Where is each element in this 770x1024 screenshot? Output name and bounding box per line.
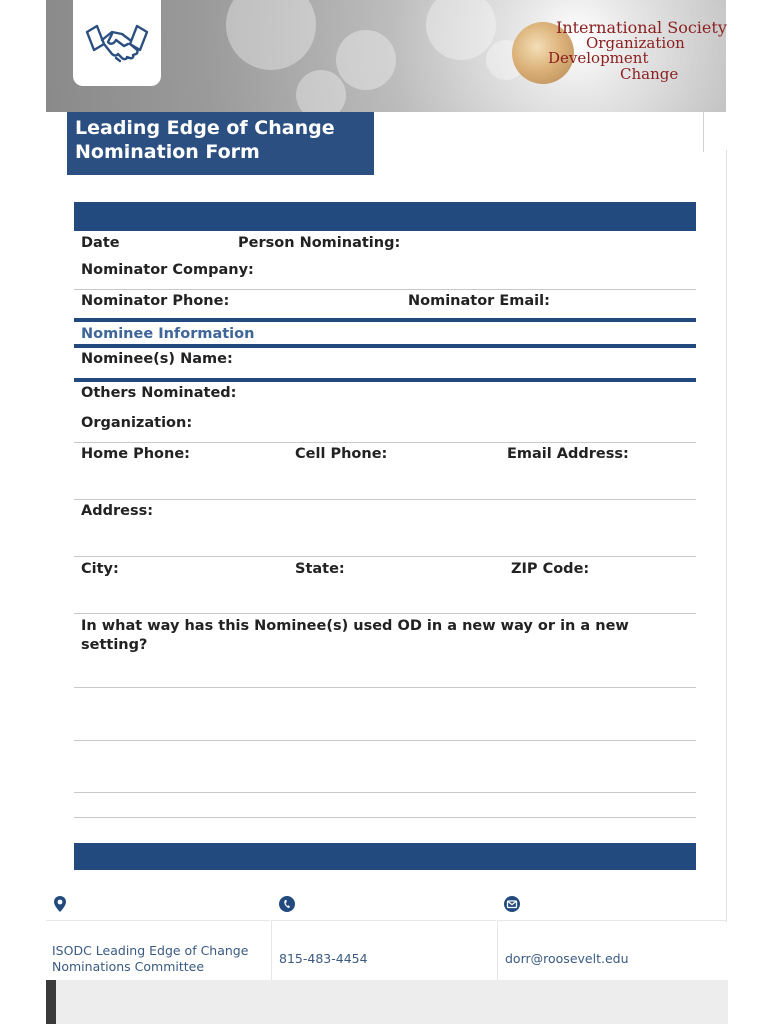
org-line-1: International Society [556, 18, 727, 37]
address-label: Address: [81, 503, 154, 519]
person-nominating-label: Person Nominating: [238, 235, 401, 251]
answer-line [74, 687, 696, 688]
state-label: State: [295, 561, 345, 577]
footer-divider [497, 920, 498, 980]
date-label: Date [81, 235, 120, 251]
org-line-4: Change [620, 65, 679, 83]
org-line-3: Development [548, 49, 649, 67]
isodc-logo [512, 18, 727, 88]
bottom-strip [46, 980, 728, 1024]
field-divider [74, 499, 696, 500]
footer-address [52, 943, 248, 975]
nominator-phone-label: Nominator Phone: [81, 293, 230, 309]
field-divider [74, 556, 696, 557]
footer-divider [271, 920, 272, 980]
section-divider [74, 344, 696, 348]
footer-email[interactable]: dorr@roosevelt.edu [505, 951, 629, 966]
title-line-2: Nomination Form [75, 141, 260, 163]
answer-line [74, 740, 696, 741]
nominator-company-label: Nominator Company: [81, 262, 254, 278]
section-divider [74, 378, 696, 382]
answer-line [74, 792, 696, 793]
section-header-bar [74, 202, 696, 231]
nominator-email-label: Nominator Email: [408, 293, 550, 309]
others-nominated-label: Others Nominated: [81, 385, 237, 401]
page-border [726, 150, 727, 922]
phone-icon [278, 895, 296, 913]
city-label: City: [81, 561, 119, 577]
footer-address-line-2: Nominations Committee [52, 959, 205, 974]
footer-bar [74, 843, 696, 870]
mail-icon [503, 895, 521, 913]
footer-phone: 815-483-4454 [279, 951, 368, 966]
divider [703, 112, 704, 152]
zip-code-label: ZIP Code: [511, 561, 590, 577]
nominee-section-title: Nominee Information [81, 326, 255, 342]
section-divider [74, 318, 696, 322]
bottom-edge [46, 980, 56, 1024]
handshake-icon [84, 20, 150, 66]
od-question-label: In what way has this Nominee(s) used OD in a new way or in a new setting? [81, 618, 629, 653]
footer-divider [46, 920, 270, 921]
footer-divider [498, 920, 726, 921]
footer-address-line-1: ISODC Leading Edge of Change [52, 943, 249, 958]
field-divider [74, 613, 696, 614]
handshake-logo [73, 0, 161, 86]
page-margin [0, 0, 46, 1024]
form-title [67, 112, 374, 175]
title-line-1: Leading Edge of Change [75, 117, 335, 139]
location-pin-icon [51, 895, 69, 913]
footer-divider [272, 920, 496, 921]
field-divider [74, 289, 696, 290]
home-phone-label: Home Phone: [81, 446, 190, 462]
organization-label: Organization: [81, 415, 193, 431]
cell-phone-label: Cell Phone: [295, 446, 388, 462]
email-address-label: Email Address: [507, 446, 629, 462]
nominee-name-label: Nominee(s) Name: [81, 351, 233, 367]
org-line-2: Organization [586, 34, 685, 52]
field-divider [74, 442, 696, 443]
answer-line [74, 817, 696, 818]
